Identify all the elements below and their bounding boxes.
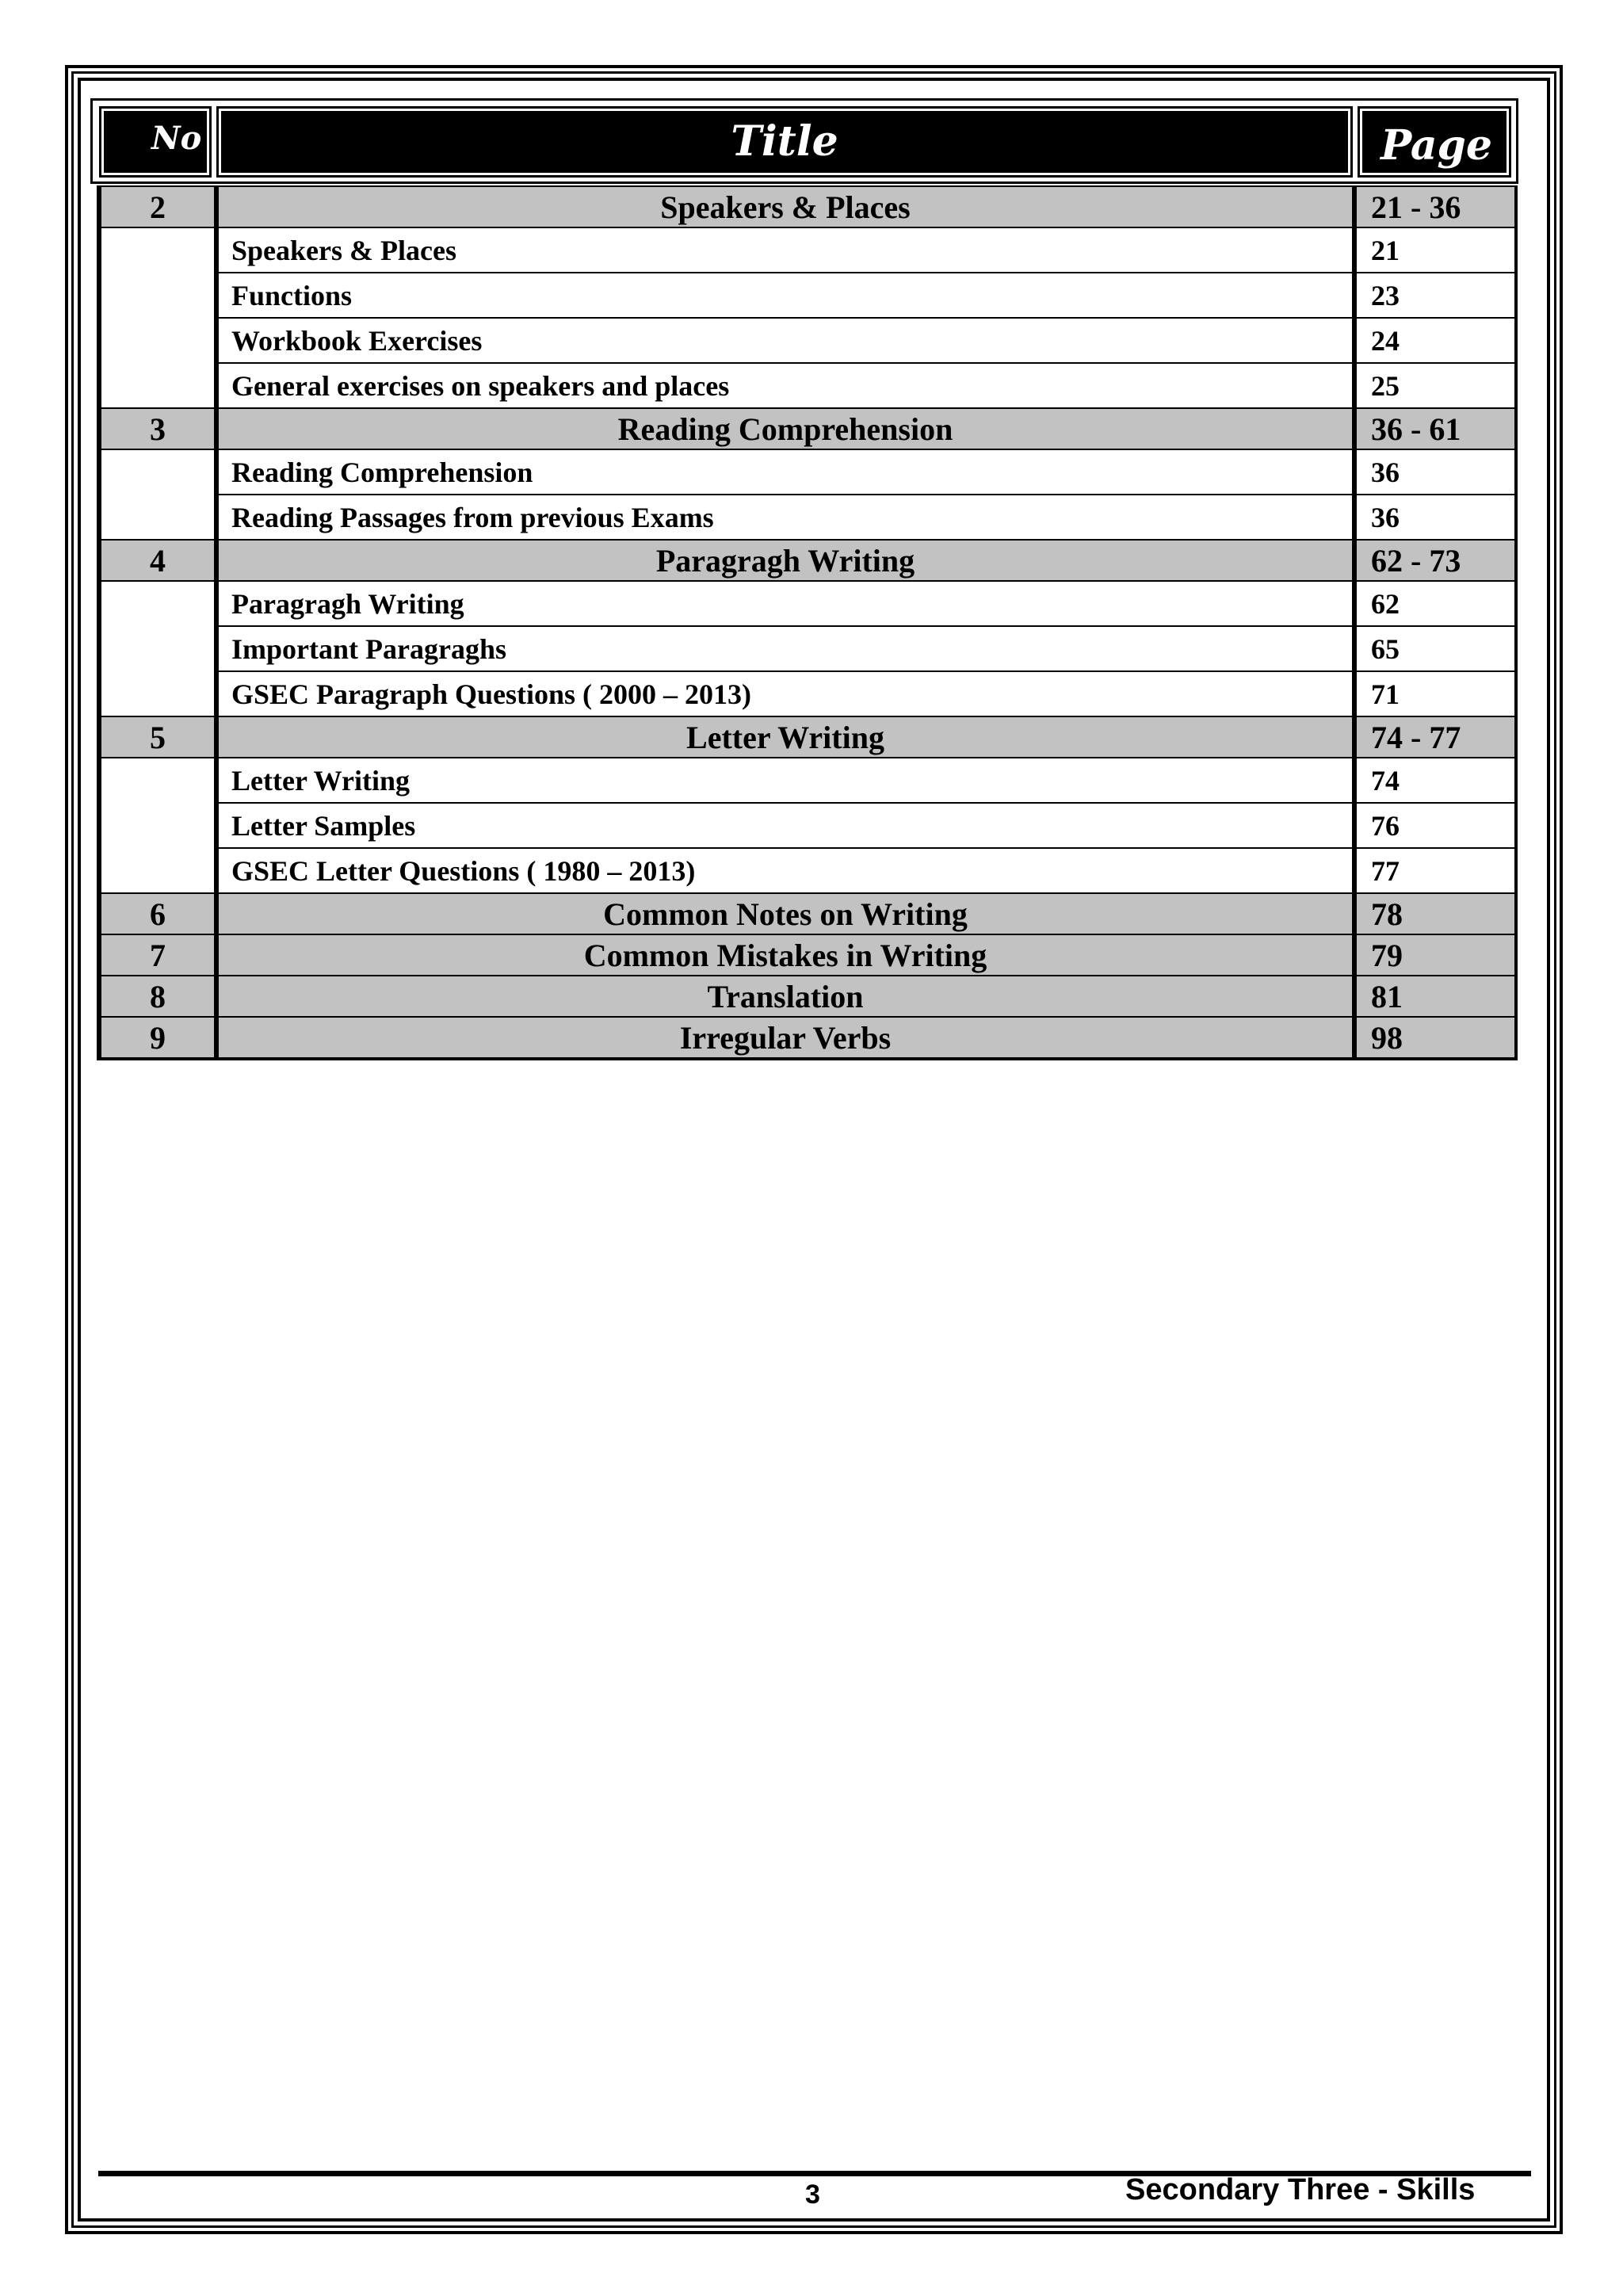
toc-item-row <box>99 273 1516 318</box>
item-page: 21 <box>1354 227 1516 273</box>
toc-header-title: Title <box>219 109 1350 175</box>
section-title: Translation <box>216 976 1354 1017</box>
toc-item-row <box>99 227 1516 273</box>
section-pages: 98 <box>1354 1017 1516 1059</box>
toc-item-row <box>99 318 1516 363</box>
item-page: 62 <box>1354 581 1516 626</box>
section-number: 9 <box>99 1017 216 1059</box>
toc-section-row <box>99 540 1516 581</box>
item-number-blank <box>99 227 216 408</box>
section-title: Common Notes on Writing <box>216 893 1354 934</box>
section-pages: 79 <box>1354 934 1516 976</box>
toc-item-row <box>99 449 1516 495</box>
item-number-blank <box>99 758 216 893</box>
item-page: 77 <box>1354 848 1516 893</box>
section-title: Paragragh Writing <box>216 540 1354 581</box>
toc-section-row <box>99 186 1516 227</box>
toc-section-row <box>99 893 1516 934</box>
item-title: GSEC Paragraph Questions ( 2000 – 2013) <box>216 671 1354 716</box>
item-page: 24 <box>1354 318 1516 363</box>
toc-item-row <box>99 626 1516 671</box>
item-title: General exercises on speakers and places <box>216 363 1354 408</box>
section-pages: 78 <box>1354 893 1516 934</box>
toc-item-row <box>99 581 1516 626</box>
item-page: 36 <box>1354 449 1516 495</box>
item-page: 74 <box>1354 758 1516 803</box>
section-title: Speakers & Places <box>216 186 1354 227</box>
section-pages: 74 - 77 <box>1354 716 1516 758</box>
toc-section-row <box>99 1017 1516 1059</box>
item-title: Speakers & Places <box>216 227 1354 273</box>
section-number: 4 <box>99 540 216 581</box>
toc-item-row <box>99 363 1516 408</box>
table-of-contents <box>97 185 1518 1060</box>
section-number: 8 <box>99 976 216 1017</box>
item-title: Paragragh Writing <box>216 581 1354 626</box>
item-page: 76 <box>1354 803 1516 848</box>
toc-header-page: Page <box>1360 109 1509 175</box>
toc-item-row <box>99 803 1516 848</box>
item-title: Workbook Exercises <box>216 318 1354 363</box>
toc-item-row <box>99 495 1516 540</box>
section-pages: 21 - 36 <box>1354 186 1516 227</box>
item-title: Important Paragraghs <box>216 626 1354 671</box>
section-number: 2 <box>99 186 216 227</box>
section-number: 7 <box>99 934 216 976</box>
item-page: 71 <box>1354 671 1516 716</box>
item-title: Letter Samples <box>216 803 1354 848</box>
item-page: 25 <box>1354 363 1516 408</box>
item-page: 36 <box>1354 495 1516 540</box>
item-page: 65 <box>1354 626 1516 671</box>
section-number: 3 <box>99 408 216 449</box>
toc-section-row <box>99 934 1516 976</box>
toc-section-row <box>99 976 1516 1017</box>
item-title: Reading Comprehension <box>216 449 1354 495</box>
section-pages: 36 - 61 <box>1354 408 1516 449</box>
section-title: Irregular Verbs <box>216 1017 1354 1059</box>
item-page: 23 <box>1354 273 1516 318</box>
section-number: 5 <box>99 716 216 758</box>
item-number-blank <box>99 449 216 540</box>
item-number-blank <box>99 581 216 716</box>
item-title: Functions <box>216 273 1354 318</box>
book-title: Secondary Three - Skills <box>1125 2173 1476 2206</box>
section-number: 6 <box>99 893 216 934</box>
section-title: Letter Writing <box>216 716 1354 758</box>
toc-section-row <box>99 716 1516 758</box>
toc-section-row <box>99 408 1516 449</box>
toc-header-no: No <box>101 109 209 175</box>
section-title: Reading Comprehension <box>216 408 1354 449</box>
toc-item-row <box>99 671 1516 716</box>
item-title: Reading Passages from previous Exams <box>216 495 1354 540</box>
page-number: 3 <box>805 2179 820 2210</box>
toc-item-row <box>99 758 1516 803</box>
toc-item-row <box>99 848 1516 893</box>
section-pages: 62 - 73 <box>1354 540 1516 581</box>
item-title: GSEC Letter Questions ( 1980 – 2013) <box>216 848 1354 893</box>
section-title: Common Mistakes in Writing <box>216 934 1354 976</box>
item-title: Letter Writing <box>216 758 1354 803</box>
section-pages: 81 <box>1354 976 1516 1017</box>
